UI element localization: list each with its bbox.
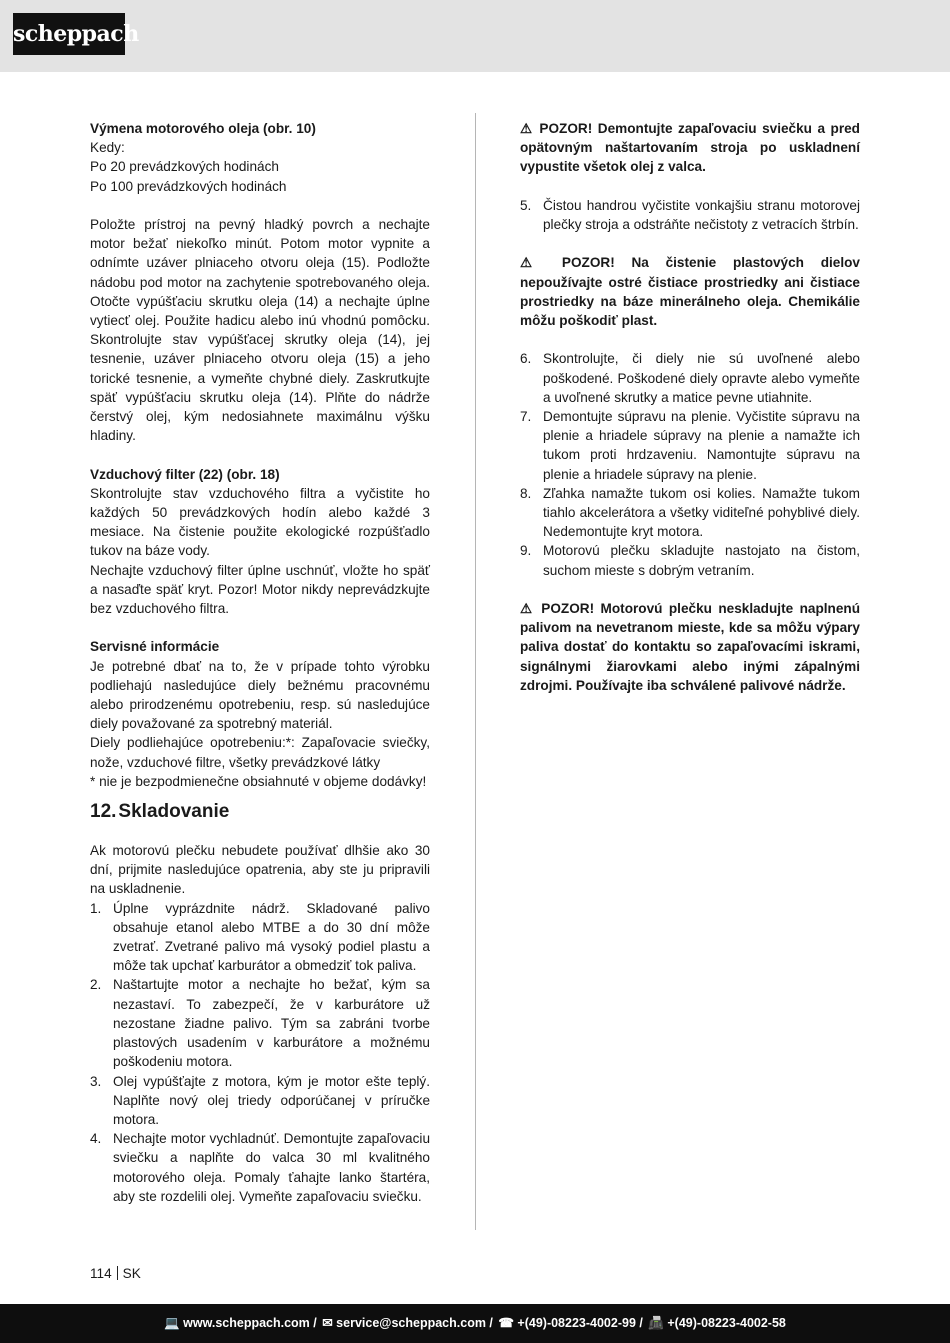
service-info-text-2: Diely podliehajúce opotrebeniu:*: Zapaľovacie sviečky, nože, vzduchové filtre, všetky prevádzkové látky: [90, 735, 430, 770]
storage-section-number: 12.: [90, 801, 117, 823]
warning-plastic-cleaning: ⚠ POZOR! Na čistenie plastových dielov nepoužívajte ostré čistiace prostriedky ani čistiace prostriedky na báze minerálneho oleja. Chemikálie môžu poškodiť plast.: [520, 255, 860, 328]
list-item: 7. Demontujte súpravu na plenie. Vyčistite súpravu na plenie a hriadele súpravy na plenie a namažte ich tukom proti hrdzaveniu. Namontujte súpravu na plenie a hriadele súpravy na plenie.: [520, 409, 860, 482]
website-link[interactable]: 💻 www.scheppach.com /: [164, 1316, 317, 1330]
list-item: 9. Motorovú plečku skladujte nastojato na čistom, suchom mieste s dobrým vetraním.: [520, 543, 860, 578]
scheppach-logo: scheppach: [13, 13, 125, 55]
list-item: 1. Úplne vyprázdnite nádrž. Skladované palivo obsahuje etanol alebo MTBE a do 30 dní môže zvetrať. Zvetrané palivo má vysoký podiel plastu a môže tak upchať karburátor a obmedziť tok paliva.: [90, 900, 430, 974]
storage-section-label: Skladovanie: [118, 801, 230, 823]
storage-intro: Ak motorovú plečku nebudete používať dlhšie ako 30 dní, prijmite nasledujúce opatrenia, aby ste ju pripravili na uskladnenie.: [90, 843, 430, 897]
warning-fuel-storage: ⚠ POZOR! Motorovú plečku neskladujte naplnenú palivom na nevetranom mieste, kde sa môžu výpary paliva dostať do kontaktu so zapaľovacími iskrami, signálnymi žiarovkami alebo inými zápalnými zdrojmi. Používajte iba schválené palivové nádrže.: [520, 601, 860, 693]
list-item: 4. Nechajte motor vychladnúť. Demontujte zapaľovaciu sviečku a naplňte do valca 30 ml kvalitného motorového oleja. Pomaly ťahajte lanko štartéra, aby ste rozdelili olej. Vymeňte zapaľovaciu sviečku.: [90, 1131, 430, 1204]
storage-steps: [90, 899, 430, 1206]
fax-number: 📠 +(49)-08223-4002-58: [648, 1316, 786, 1330]
storage-steps-continued: [520, 196, 860, 234]
oil-change-heading: Výmena motorového oleja (obr. 10): [90, 121, 316, 136]
oil-change-text: Položte prístroj na pevný hladký povrch a nechajte motor bežať niekoľko minút. Potom motor vypnite a odnímte uzáver plniaceho otvoru oleja (15). Podložte nádobu pod motor na zachytenie spotrebovaného oleja. Otočte vypúšťaciu skrutku oleja (14) a nechajte úplne vytiecť olej. Použite hadicu alebo inú vhodnú pomôcku. Skontrolujte stav vypúšťacej skrutky oleja (14), jej tesnenie, uzáver plniaceho otvoru oleja (15) a jeho torické tesnenie, a vymeňte chybné diely. Zaskrutkujte späť vypúšťaciu skrutku oleja (14). Plňte do nádrže čerstvý olej, kým nedosiahnete maximálnu výšku hladiny.: [90, 217, 430, 444]
air-filter-text-2: Nechajte vzduchový filter úplne uschnúť, vložte ho späť a nasaďte späť kryt. Pozor! Motor nikdy neprevádzkujte bez vzduchového filtra.: [90, 562, 430, 617]
language-code: SK: [122, 1266, 141, 1281]
service-info-heading: Servisné informácie: [90, 639, 220, 655]
header-band: [0, 0, 950, 72]
storage-steps-final: [520, 349, 860, 579]
warning-spark-plug: ⚠ POZOR! Demontujte zapaľovaciu sviečku a pred opätovným naštartovaním stroja po uskladnení vypustite všetok olej z valca.: [520, 121, 860, 175]
air-filter-text-1: Skontrolujte stav vzduchového filtra a vyčistite ho každých 50 prevádzkových hodín alebo každé 3 mesiace. Na čistenie použite ekologické rozpúšťadlo tukov na báze vody.: [90, 485, 430, 559]
left-column: [90, 119, 430, 1206]
oil-interval-20: Po 20 prevádzkových hodinách: [90, 159, 279, 175]
service-info-note: * nie je bezpodmienečne obsiahnuté v objeme dodávky!: [90, 773, 427, 789]
service-info-text-1: Je potrebné dbať na to, že v prípade tohto výrobku podliehajú nasledujúce diely bežnému pracovnému alebo prirodzenému opotrebeniu, resp. sú nasledujúce diely považované za spotrebný materiál.: [90, 658, 430, 732]
page-number: [90, 1265, 141, 1283]
list-item: 8. Zľahka namažte tukom osi kolies. Namažte tukom tiahlo akcelerátora a všetky viditeľné pohyblivé diely. Nedemontujte kryt motora.: [520, 485, 860, 540]
email-link[interactable]: ✉ service@scheppach.com /: [322, 1316, 493, 1330]
page-number-value: 114: [90, 1266, 112, 1281]
storage-section-title: [90, 799, 430, 825]
list-item: 2. Naštartujte motor a nechajte ho bežať, kým sa nezastaví. To zabezpečí, že v karburátore už nezostane žiadne palivo. Tým sa zabráni tvorbe plastových usadením v karburátore a možnému poškodeniu motora.: [90, 977, 430, 1070]
column-divider: [475, 113, 476, 1230]
contact-footer: [0, 1304, 950, 1343]
list-item: 5. Čistou handrou vyčistite vonkajšiu stranu motorovej plečky stroja a odstráňte nečistoty z vetracích štrbín.: [520, 197, 860, 232]
oil-when-label: Kedy:: [90, 140, 125, 156]
list-item: 6. Skontrolujte, či diely nie sú uvoľnené alebo poškodené. Poškodené diely opravte alebo vymeňte a uvoľnené skrutky a matice pevne utiahnite.: [520, 351, 860, 405]
right-column: [520, 119, 860, 695]
phone-number: ☎ +(49)-08223-4002-99 /: [498, 1316, 643, 1330]
oil-interval-100: Po 100 prevádzkových hodinách: [90, 178, 287, 194]
air-filter-heading: Vzduchový filter (22) (obr. 18): [90, 466, 280, 482]
list-item: 3. Olej vypúšťajte z motora, kým je motor ešte teplý. Naplňte nový olej triedy odporúčanej v príručke motora.: [90, 1073, 430, 1127]
